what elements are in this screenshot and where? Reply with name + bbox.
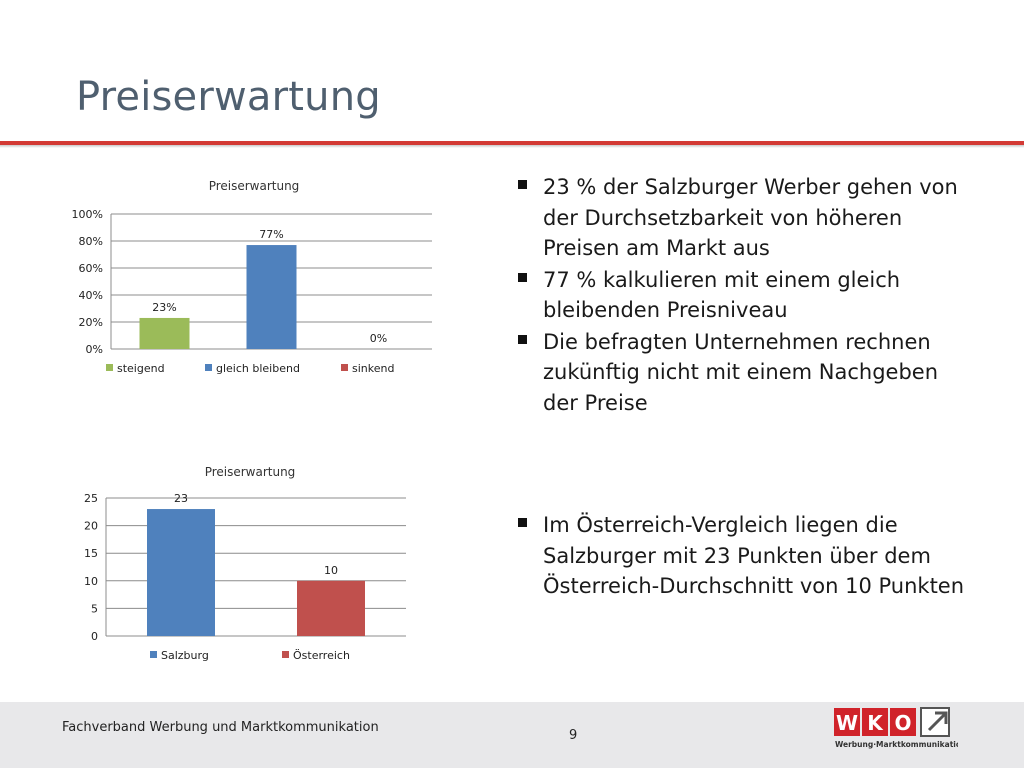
bar-gleich-bleibend xyxy=(247,245,297,349)
chart-title: Preiserwartung xyxy=(208,179,300,193)
legend-entry: gleich bleibend xyxy=(216,362,300,375)
wko-logo xyxy=(834,706,958,752)
bar-österreich xyxy=(297,581,365,636)
bullet-list-top xyxy=(518,172,978,419)
legend-entry: Salzburg xyxy=(161,649,209,662)
data-label: 77% xyxy=(259,228,284,242)
y-tick-label: 5 xyxy=(91,602,98,616)
logo-letter: O xyxy=(894,711,912,735)
arrow-up-right-icon xyxy=(921,708,949,736)
bullet-item: Im Österreich-Vergleich liegen die Salzburger mit 23 Punkten über dem Österreich-Durchschnitt von 10 Punkten xyxy=(518,510,968,602)
chart-svg xyxy=(60,458,420,673)
bullet-item: 77 % kalkulieren mit einem gleich bleibenden Preisniveau xyxy=(518,265,978,326)
bullet-item: Die befragten Unternehmen rechnen zukünftig nicht mit einem Nachgeben der Preise xyxy=(518,327,978,419)
bar-salzburg xyxy=(147,509,215,636)
y-tick-label: 20 xyxy=(84,519,98,533)
bar-steigend xyxy=(140,318,190,349)
title-divider-shadow xyxy=(0,145,1024,148)
y-tick-label: 25 xyxy=(84,492,98,505)
chart-svg xyxy=(60,170,440,380)
y-tick-label: 0% xyxy=(85,343,103,356)
bullet-square-icon xyxy=(518,518,527,527)
data-label: 0% xyxy=(369,332,388,345)
legend-entry: Österreich xyxy=(293,649,350,662)
bullet-item: 23 % der Salzburger Werber gehen von der Durchsetzbarkeit von höheren Preisen am Markt aus xyxy=(518,172,978,264)
logo-letter: W xyxy=(835,711,859,735)
y-tick-label: 40% xyxy=(78,289,103,302)
y-tick-label: 15 xyxy=(84,547,98,561)
y-tick-label: 100% xyxy=(71,208,103,221)
legend-swatch xyxy=(106,364,113,371)
bullet-square-icon xyxy=(518,180,527,189)
y-tick-label: 0 xyxy=(91,630,98,643)
y-tick-label: 60% xyxy=(78,262,103,275)
data-label: 10 xyxy=(324,563,338,577)
bullet-square-icon xyxy=(518,335,527,344)
slide-title: Preiserwartung xyxy=(76,74,381,120)
logo-tagline: Werbung·Marktkommunikation xyxy=(835,740,958,749)
y-tick-label: 80% xyxy=(78,235,103,248)
logo-letter: K xyxy=(867,711,883,735)
legend-entry: sinkend xyxy=(352,362,395,375)
legend-swatch xyxy=(150,651,157,658)
footer-org-name: Fachverband Werbung und Marktkommunikation xyxy=(62,720,379,735)
bullet-square-icon xyxy=(518,273,527,282)
legend-entry: steigend xyxy=(117,362,165,375)
chart-preiserwartung-percent xyxy=(60,170,440,380)
legend-swatch xyxy=(205,364,212,371)
y-tick-label: 10 xyxy=(84,574,98,588)
y-tick-label: 20% xyxy=(78,316,103,329)
data-label: 23 xyxy=(174,492,188,506)
bullet-list-bottom xyxy=(518,510,968,603)
chart-preiserwartung-points xyxy=(60,458,420,673)
legend-swatch xyxy=(341,364,348,371)
page-number: 9 xyxy=(569,728,578,743)
data-label: 23% xyxy=(152,300,177,314)
legend-swatch xyxy=(282,651,289,658)
wko-logo-svg xyxy=(834,706,958,752)
chart-title: Preiserwartung xyxy=(204,465,296,479)
